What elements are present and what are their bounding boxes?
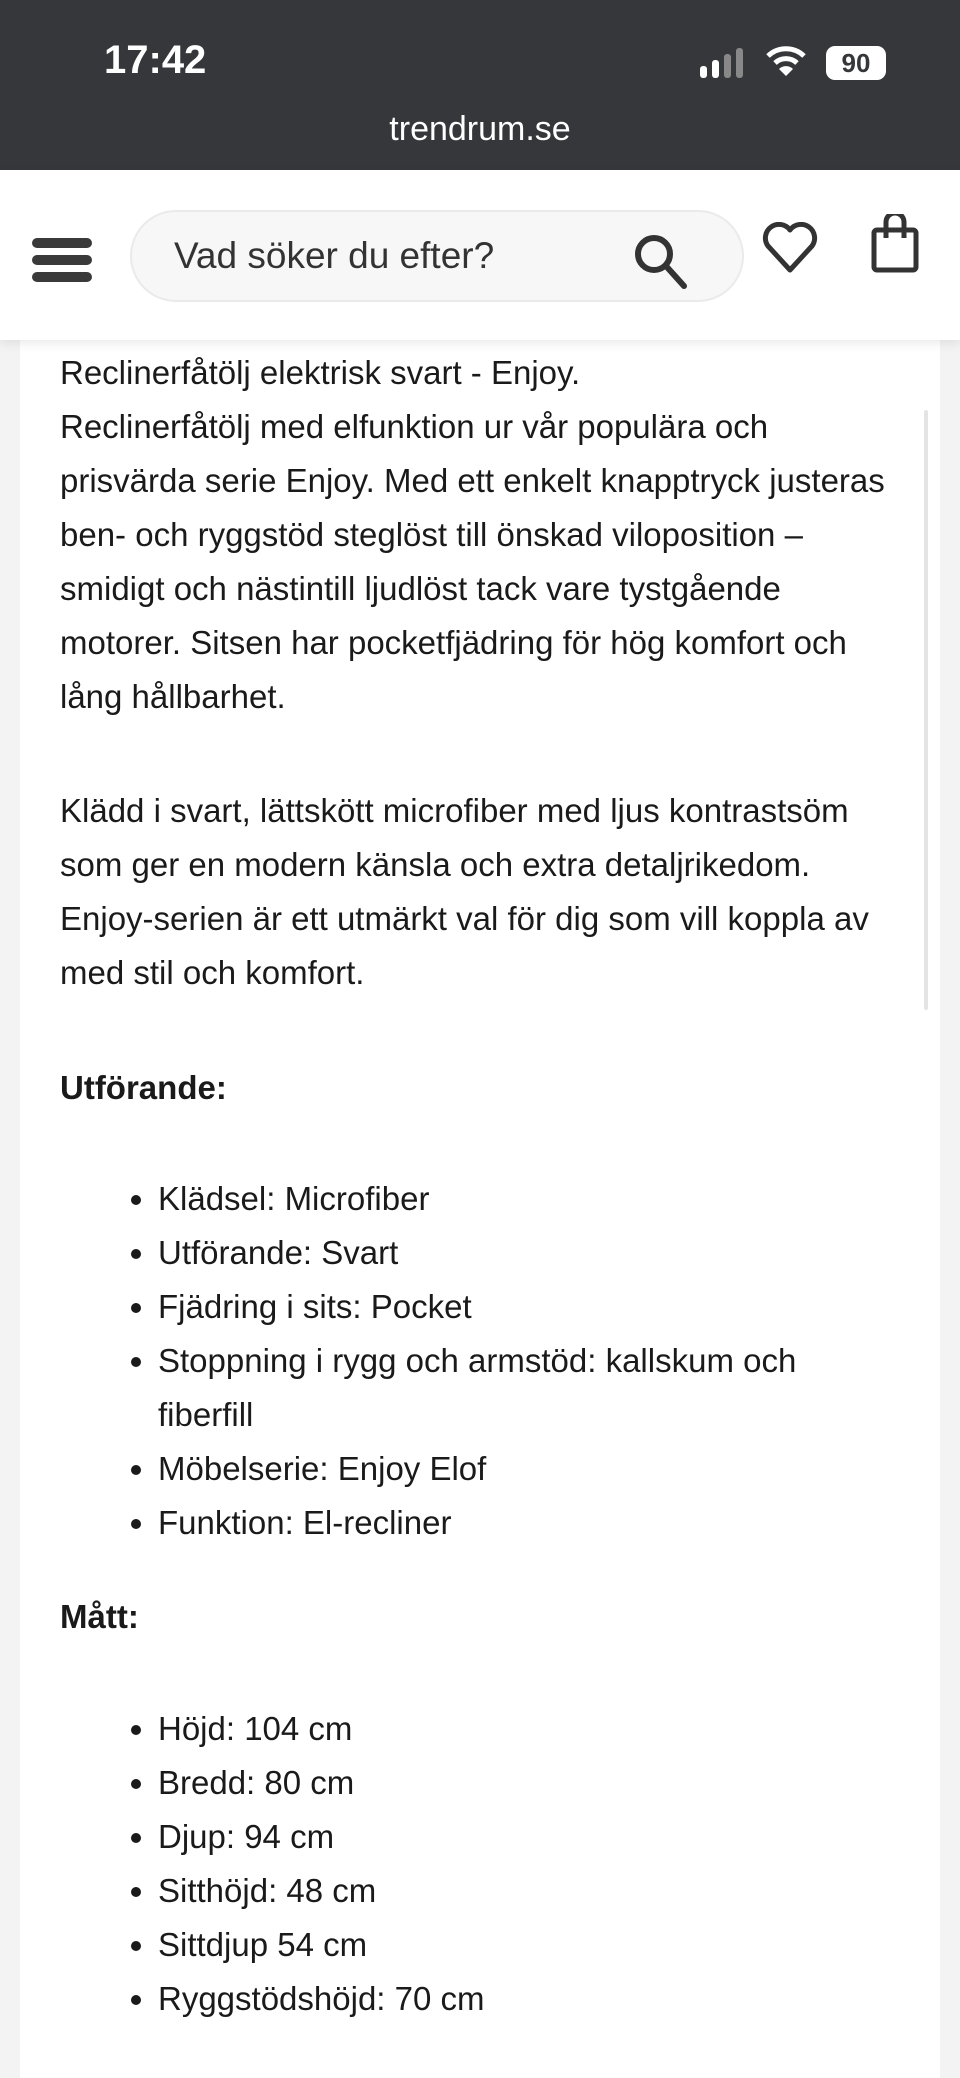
matt-list bbox=[60, 1702, 900, 2026]
product-title: Reclinerfåtölj elektrisk svart - Enjoy. bbox=[60, 354, 581, 391]
hamburger-menu-icon[interactable] bbox=[32, 238, 92, 289]
browser-url[interactable]: trendrum.se bbox=[389, 110, 571, 148]
heart-icon[interactable] bbox=[762, 222, 818, 279]
wifi-icon bbox=[766, 44, 806, 87]
scrollbar[interactable] bbox=[924, 410, 928, 1010]
matt-heading: Mått: bbox=[60, 1598, 139, 1635]
list-item: • Stoppning i rygg och armstöd: kallskum och fiberfill bbox=[158, 1334, 900, 1442]
product-description bbox=[60, 346, 900, 2026]
list-item: • Höjd: 104 cm bbox=[158, 1702, 900, 1756]
description-paragraph: Reclinerfåtölj med elfunktion ur vår populära och prisvärda serie Enjoy. Med ett enkelt knapptryck justeras ben- och ryggstöd steglöst till önskad viloposition – smidigt och nästintill ljudlöst tack vare tystgående motorer. Sitsen har pocketfjädring för hög komfort och lång hållbarhet. bbox=[60, 408, 885, 715]
list-item: • Funktion: El-recliner bbox=[158, 1496, 900, 1550]
list-item: • Sittdjup 54 cm bbox=[158, 1918, 900, 1972]
site-header bbox=[0, 170, 960, 340]
shopping-bag-icon[interactable] bbox=[870, 214, 920, 279]
list-item: • Sitthöjd: 48 cm bbox=[158, 1864, 900, 1918]
list-item: • Utförande: Svart bbox=[158, 1226, 900, 1280]
battery-indicator: 90 bbox=[826, 46, 886, 80]
search-bar[interactable] bbox=[130, 210, 744, 302]
list-item: • Fjädring i sits: Pocket bbox=[158, 1280, 900, 1334]
description-paragraph: Klädd i svart, lättskött microfiber med ljus kontrastsöm som ger en modern känsla och extra detaljrikedom. Enjoy-serien är ett utmärkt val för dig som vill koppla av med stil och komfort. bbox=[60, 792, 869, 991]
search-input[interactable] bbox=[172, 212, 632, 300]
list-item: • Möbelserie: Enjoy Elof bbox=[158, 1442, 900, 1496]
list-item: • Klädsel: Microfiber bbox=[158, 1172, 900, 1226]
utforande-heading: Utförande: bbox=[60, 1069, 227, 1106]
search-icon[interactable] bbox=[630, 230, 690, 295]
cellular-signal-icon bbox=[700, 48, 743, 78]
clock: 17:42 bbox=[104, 38, 207, 82]
utforande-list bbox=[60, 1172, 900, 1550]
list-item: • Ryggstödshöjd: 70 cm bbox=[158, 1972, 900, 2026]
list-item: • Bredd: 80 cm bbox=[158, 1756, 900, 1810]
list-item: • Djup: 94 cm bbox=[158, 1810, 900, 1864]
status-bar bbox=[0, 0, 960, 170]
